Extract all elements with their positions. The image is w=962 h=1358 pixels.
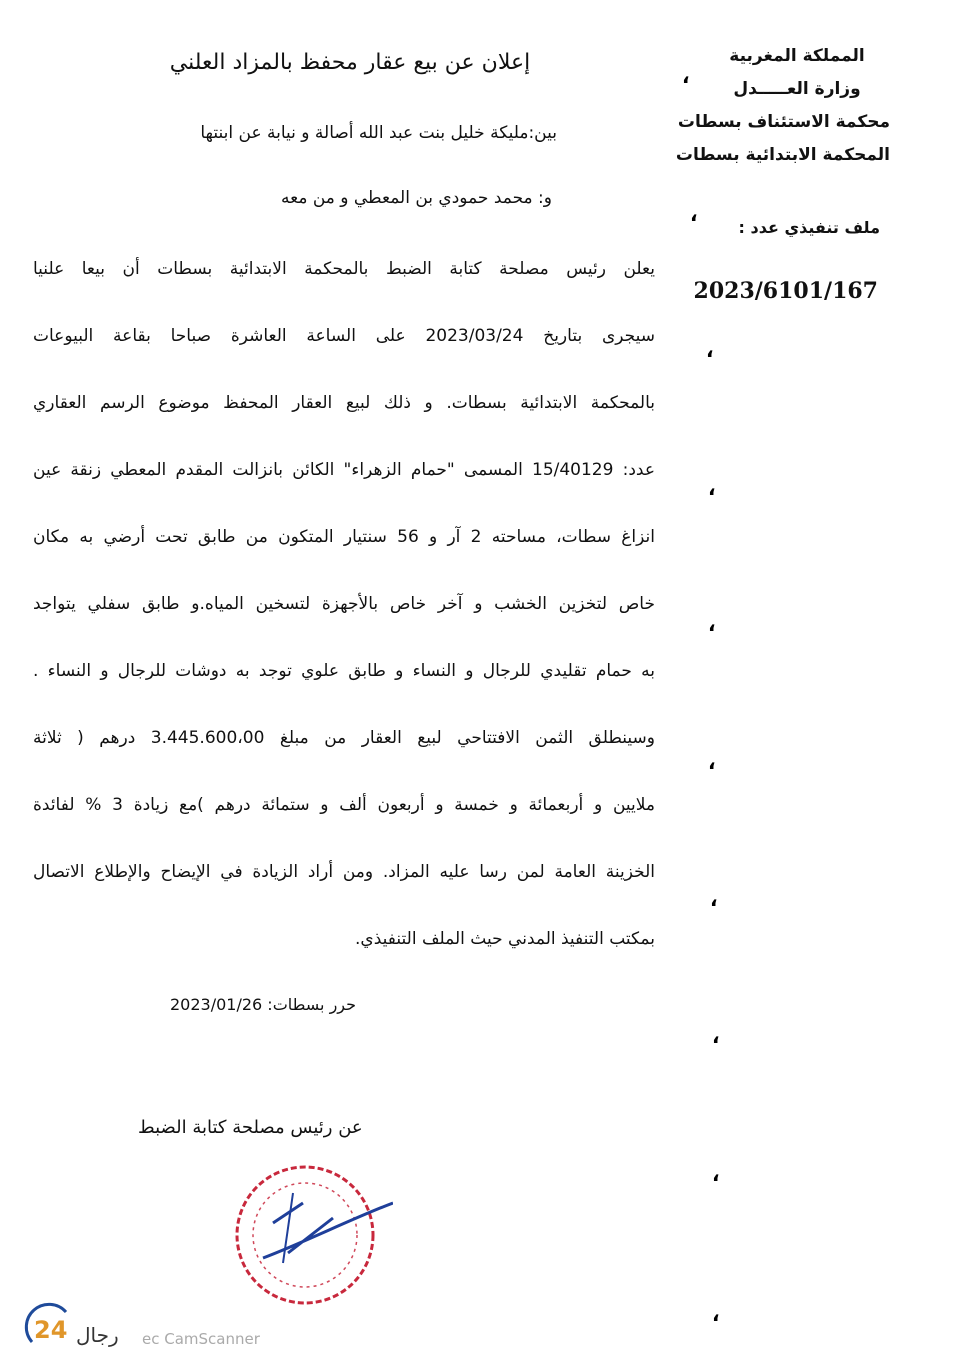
body-line: بمكتب التنفيذ المدني حيث الملف التنفيذي. <box>355 929 655 949</box>
margin-mark: ، <box>710 887 718 911</box>
letterhead-line: محكمة الاستئناف بسطات <box>677 112 890 132</box>
margin-mark: ، <box>708 612 716 636</box>
body-line: وسينطلق الثمن الافتتاحي لبيع العقار من مبلغ 3.445.600،00 درهم ( ثلاثة <box>33 728 656 748</box>
margin-mark: ، <box>690 202 698 226</box>
signature-stroke <box>263 1203 393 1258</box>
letterhead-line: المملكة المغربية <box>729 46 865 66</box>
body-line: ملايين و أربعمائة و خمسة و أربعون ألف و ستمائة درهم )مع زيادة 3 % لفائدة <box>33 795 655 815</box>
body-line: عدد: 15/40129 المسمى "حمام الزهراء" الكائن بانزالت المقدم المعطي زنقة عين <box>33 460 655 480</box>
body-line: به حمام تقليدي للرجال و النساء و طابق علوي توجد به دوشات للرجال و النساء . <box>33 661 655 681</box>
margin-mark: ، <box>708 750 716 774</box>
svg-text:24: 24 <box>34 1316 68 1344</box>
margin-mark: ، <box>712 1162 720 1186</box>
watermark-logo <box>4 1300 134 1350</box>
body-line: الخزينة العامة لمن رسا عليه المزاد. ومن أراد الزيادة في الإيضاح والإطلاع الاتصال <box>33 862 655 882</box>
margin-mark: ، <box>712 1302 720 1326</box>
file-label: ملف تنفيذي عدد : <box>738 218 880 237</box>
letterhead <box>675 40 890 172</box>
svg-text:رجال: رجال <box>76 1323 119 1347</box>
body-line: انزاغ سطات، مساحته 2 آر و 56 سنتيار المتكون من طابق تحت أرضي به مكان <box>33 527 655 547</box>
margin-mark: ، <box>712 1024 720 1048</box>
date-line: حرر بسطات: 2023/01/26 <box>170 995 357 1014</box>
body-line: خاص لتخزين الخشب و آخر خاص بالأجهزة لتسخين المياه.و طابق سفلي يتواجد <box>33 594 655 614</box>
scanner-watermark: ec CamScanner <box>142 1330 260 1348</box>
official-stamp <box>233 1163 393 1313</box>
signature-title: عن رئيس مصلحة كتابة الضبط <box>138 1117 363 1138</box>
body-line: يعلن رئيس مصلحة كتابة الضبط بالمحكمة الابتدائية بسطات أن بيعا علنيا <box>33 259 655 279</box>
document-title: إعلان عن بيع عقار محفظ بالمزاد العلني <box>169 50 531 75</box>
party-and: و: محمد حمودي بن المعطي و من معه <box>281 188 552 208</box>
body-line: سيجرى بتاريخ 2023/03/24 على الساعة العاشرة صباحا بقاعة البيوعات <box>33 326 655 346</box>
announcement-body <box>33 252 655 989</box>
margin-mark: ، <box>708 476 716 500</box>
party-between: بين:مليكة خليل بنت عبد الله أصالة و نيابة عن ابنتها <box>200 123 557 143</box>
letterhead-line: المحكمة الابتدائية بسطات <box>675 145 890 165</box>
margin-mark: ، <box>682 64 690 88</box>
file-number: 2023/6101/167 <box>693 278 878 304</box>
letterhead-line: وزارة العـــــدل <box>733 79 861 99</box>
margin-mark: ، <box>706 338 714 362</box>
body-line: بالمحكمة الابتدائية بسطات. و ذلك لبيع العقار المحفظ موضوع الرسم العقاري <box>33 393 655 413</box>
